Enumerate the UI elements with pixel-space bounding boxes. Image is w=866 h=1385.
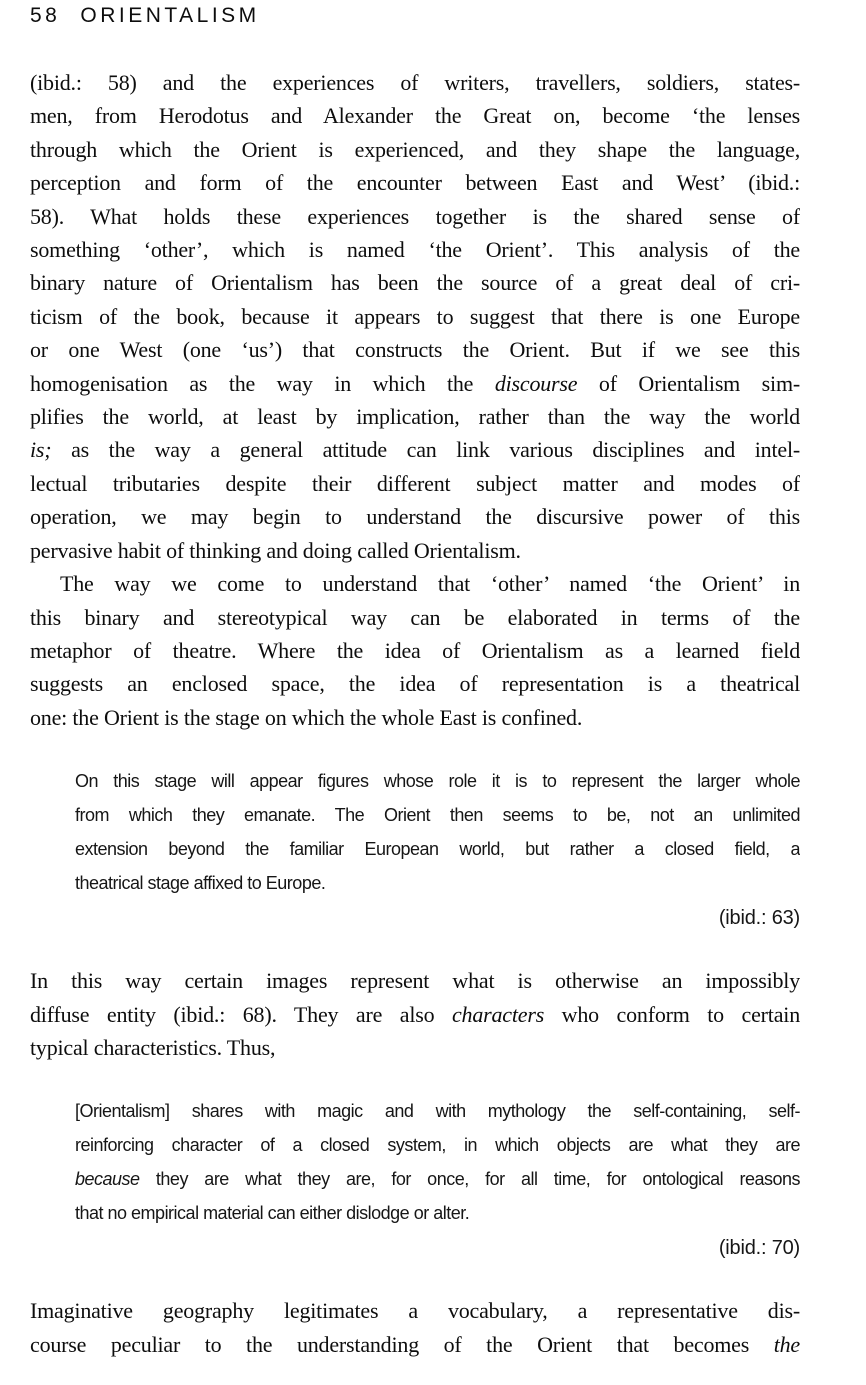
running-title: ORIENTALISM bbox=[80, 4, 260, 27]
text-line: one: the Orient is the stage on which the whole East is confined. bbox=[30, 704, 583, 730]
text-line: men, from Herodotus and Alexander the Great on, become ‘the lenses bbox=[30, 103, 800, 129]
paragraph bbox=[30, 66, 800, 567]
text-line: metaphor of theatre. Where the idea of Orientalism as a learned field bbox=[30, 637, 800, 663]
text-line: extension beyond the familiar European world, but rather a closed field, a bbox=[75, 839, 800, 860]
text-line: 58). What holds these experiences together is the shared sense of bbox=[30, 203, 800, 229]
text-line: this binary and stereotypical way can be elaborated in terms of the bbox=[30, 604, 800, 630]
text-line: course peculiar to the understanding of the Orient that becomes the bbox=[30, 1331, 800, 1357]
page-body bbox=[30, 66, 800, 1361]
block-quote bbox=[75, 1094, 800, 1230]
text-line: [Orientalism] shares with magic and with mythology the self-containing, self- bbox=[75, 1101, 800, 1122]
text-line: reinforcing character of a closed system, in which objects are what they are bbox=[75, 1135, 800, 1156]
text-line: or one West (one ‘us’) that constructs the Orient. But if we see this bbox=[30, 337, 800, 363]
text-line: that no empirical material can either dislodge or alter. bbox=[75, 1203, 470, 1224]
paragraph bbox=[30, 1294, 800, 1361]
text-line: ticism of the book, because it appears to suggest that there is one Europe bbox=[30, 303, 800, 329]
text-line: operation, we may begin to understand the discursive power of this bbox=[30, 504, 800, 530]
text-line: On this stage will appear figures whose role it is to represent the larger whole bbox=[75, 771, 800, 792]
page-header bbox=[30, 4, 866, 28]
citation: (ibid.: 70) bbox=[718, 1237, 800, 1260]
text-line: binary nature of Orientalism has been the source of a great deal of cri- bbox=[30, 270, 800, 296]
text-line: pervasive habit of thinking and doing called Orientalism. bbox=[30, 537, 521, 563]
paragraph bbox=[30, 964, 800, 1064]
text-line: suggests an enclosed space, the idea of representation is a theatrical bbox=[30, 671, 800, 697]
text-line: through which the Orient is experienced, and they shape the language, bbox=[30, 136, 800, 162]
citation: (ibid.: 63) bbox=[718, 907, 800, 930]
text-line: is; as the way a general attitude can link various disciplines and intel- bbox=[30, 437, 800, 463]
text-line: (ibid.: 58) and the experiences of writers, travellers, soldiers, states- bbox=[30, 70, 800, 95]
text-line: perception and form of the encounter between East and West’ (ibid.: bbox=[30, 170, 800, 196]
text-line: typical characteristics. Thus, bbox=[30, 1034, 276, 1060]
text-line: homogenisation as the way in which the discourse of Orientalism sim- bbox=[30, 370, 800, 396]
text-line: diffuse entity (ibid.: 68). They are also characters who conform to certain bbox=[30, 1001, 800, 1027]
text-line: plifies the world, at least by implication, rather than the way the world bbox=[30, 404, 800, 430]
text-line: theatrical stage affixed to Europe. bbox=[75, 873, 326, 894]
paragraph bbox=[30, 567, 800, 734]
text-line: lectual tributaries despite their different subject matter and modes of bbox=[30, 470, 800, 496]
page-number: 58 bbox=[30, 4, 61, 27]
text-line: because they are what they are, for once, for all time, for ontological reasons bbox=[75, 1169, 800, 1190]
text-line: something ‘other’, which is named ‘the Orient’. This analysis of the bbox=[30, 237, 800, 263]
text-line: from which they emanate. The Orient then seems to be, not an unlimited bbox=[75, 805, 800, 826]
text-line: Imaginative geography legitimates a vocabulary, a representative dis- bbox=[30, 1298, 800, 1324]
text-line: The way we come to understand that ‘other’ named ‘the Orient’ in bbox=[60, 571, 800, 597]
text-line: In this way certain images represent what is otherwise an impossibly bbox=[30, 968, 800, 994]
block-quote bbox=[75, 764, 800, 900]
